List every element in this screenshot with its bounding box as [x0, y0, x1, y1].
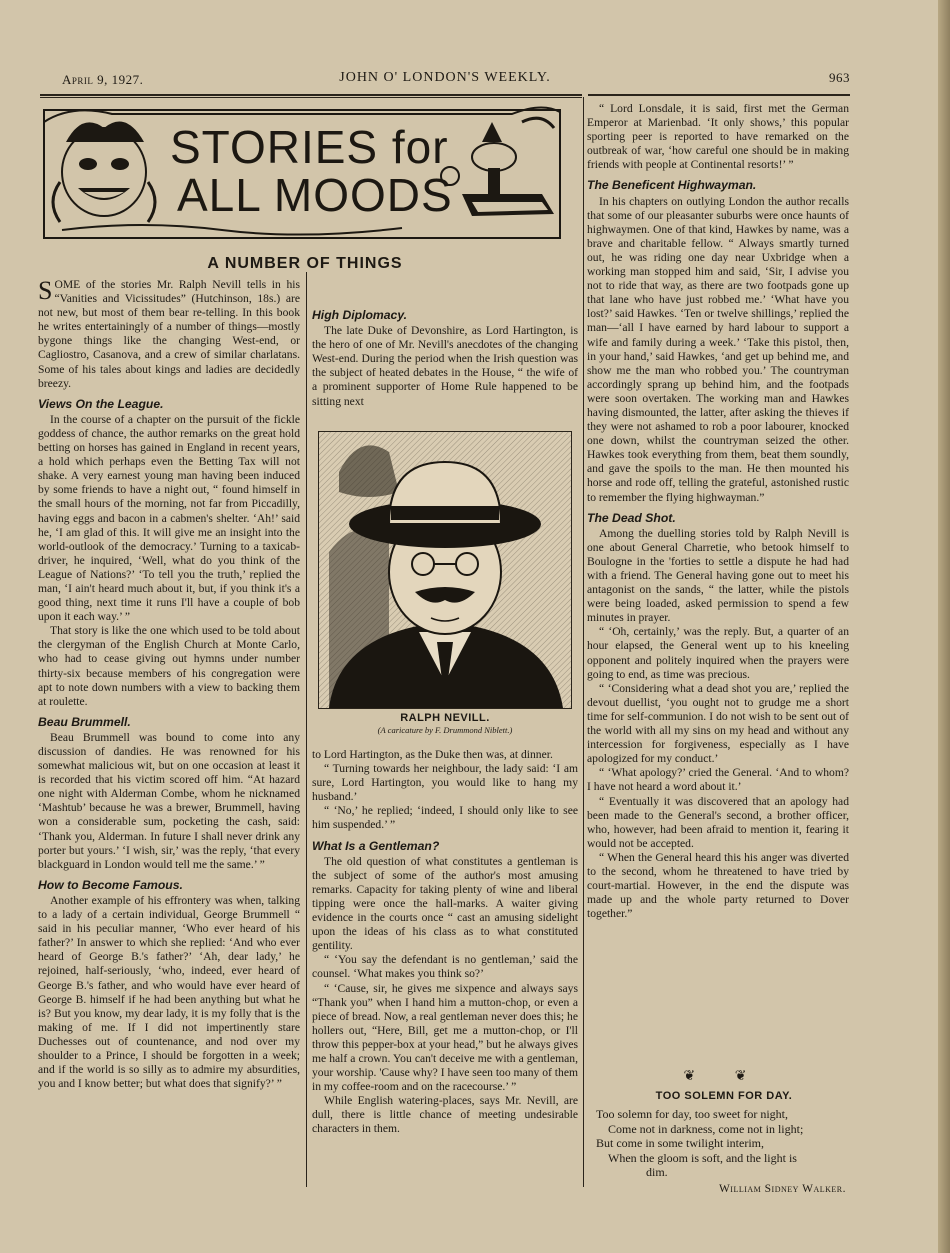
paragraph: In the course of a chapter on the pursuit of the fickle goddess of chance, the author remarks on the great hold betting on horses has gained in England in recent years, a hold which perhaps even the Betting Tax will not shake. A very earnest young man having been induced by some friends to have a night out, “ found himself in the small hours of the morning, not far from Piccadilly, having eggs and bacon in a cabmen's shelter. ‘Ah!’ said he, ‘I am glad of this. It will give me an insight into the world-outlook of the democracy.’ Turning to a taxicab-driver, he inquired, ‘Well, what do you think of the League of Nations?’ ‘To tell you the truth,’ replied the man, ‘I ain't heard much about it, but, if you think it's a good thing, next time it runs I'll have a couple of bob upon it each way.’ ”	[38, 412, 300, 624]
caricature-icon	[319, 432, 571, 708]
paragraph: While English watering-places, says Mr. Nevill, are dull, there is little chance of meeting undesirable characters in them.	[312, 1094, 578, 1136]
poem	[596, 1070, 852, 1196]
column-divider	[306, 272, 307, 1187]
header-rule	[40, 94, 582, 96]
subhead-brummell: Beau Brummell.	[38, 714, 131, 729]
poem-line: Come not in darkness, come not in light;	[608, 1121, 804, 1136]
jester-mask-icon	[53, 122, 155, 222]
subhead-famous: How to Become Famous.	[38, 877, 183, 892]
portrait-caption	[312, 712, 578, 735]
paragraph: That story is like the one which used to be told about the clergyman of the English Church at Monte Carlo, who had to cease giving out hymns under number thirty-six because members of his congregation were apt to note down numbers with a view to backing them at roulette.	[38, 624, 300, 708]
portrait-illustration	[318, 431, 572, 709]
poem-title: TOO SOLEMN FOR DAY.	[655, 1089, 793, 1102]
banner-title-line1: STORIES for	[170, 121, 449, 173]
intro-paragraph: SOME of the stories Mr. Ralph Nevill tells in his “Vanities and Vicissitudes” (Hutchinson, 18s.) are not new, but most of them bear re-telling. In this book he writes entertainingly of a number of things—mostly bygone things like the changing West-end, or Cagliostro, Casanova, and a crew of similar charlatans. Some of his tales about kings and ladies are decidedly breezy.	[38, 276, 300, 390]
issue-date: April 9, 1927.	[62, 72, 144, 87]
paragraph: “ Eventually it was discovered that an apology had been made to the General's second, a brother officer, who, however, had been afraid to mention it, fearing it would not be accepted.	[587, 794, 849, 850]
paragraph: “ ‘No,’ he replied; ‘indeed, I should only like to see him suspended.’ ”	[312, 804, 578, 832]
column-1	[38, 278, 300, 1091]
subhead-diplomacy: High Diplomacy.	[312, 308, 408, 322]
column-3	[587, 102, 849, 921]
header-rule-right	[588, 94, 850, 96]
article-title: A NUMBER OF THINGS	[207, 255, 403, 272]
paragraph: The old question of what constitutes a gentleman is the subject of some of the author's most amusing remarks. Capacity for taking plenty of wine and liberal tipping were once the hall-marks. A waiter giving evidence in the courts once “ cast an amusing sidelight upon the ideas of his class as to what constituted gentility.	[312, 854, 578, 953]
paragraph: “ ‘What apology?’ cried the General. ‘And to whom? I have not heard a word about it.’	[587, 766, 849, 794]
page-number: 963	[829, 70, 850, 85]
caption-name: RALPH NEVILL.	[400, 712, 490, 724]
poem-line: dim.	[646, 1165, 668, 1179]
paragraph: “ ‘Cause, sir, he gives me sixpence and always says “Thank you” when I hand him a mutton-chop, or even a piece of bread. Now, a real gentleman never does this; he hollers out, “Here, Bill, get me a mutton-chop, or I'll throw this pepper-box at your head,” but he always gives me half a crown. You can't deceive me with a gentleman, your worship. 'Cause why? I have seen too many of them in my coffee-room and on the racecourse.’ ”	[312, 981, 578, 1094]
paragraph: to Lord Hartington, as the Duke then was, at dinner.	[312, 748, 553, 761]
paragraph: “ Turning towards her neighbour, the lady said: ‘I am sure, Lord Hartington, you would like to hang my husband.’	[312, 762, 578, 804]
paragraph: The late Duke of Devonshire, as Lord Hartington, is the hero of one of Mr. Nevill's anecdotes of the changing West-end. During the period when the Irish question was the subject of heated debates in the House, “ the wife of a prominent supporter of Home Rule happened to be sitting next	[312, 324, 578, 408]
journal-title: JOHN O' LONDON'S WEEKLY.	[339, 70, 551, 85]
paragraph: Another example of his effrontery was when, talking to a lady of a certain individual, George Brummell “ said in his peculiar manner, ‘Who ever heard of his father?’ In answer to which she replied: ‘And who ever heard of George B.'s father?’ ‘Ah, dear lady,’ he rejoined, half-seriously, ‘who, indeed, ever heard of George B.'s father, and who would have ever heard of George B. himself if he had been anything but what he is? But you know, my dear lady, it is my folly that is the making of me. If I did not impertinently stare Duchesses out of countenance, and nod over my shoulder to a Prince, I should be forgotten in a week; and if the world is so silly as to admire my absurdities, you and I know better; but what does that signify?’ ”	[38, 893, 300, 1091]
column-2-bottom	[312, 748, 578, 1137]
still-life-icon	[441, 118, 554, 216]
paragraph: “ Lord Lonsdale, it is said, first met the German Emperor at Marienbad. ‘It only shows,’ this popular sporting peer is reported to have remarked on the outbreak of war, ‘how careful one should be in making friends with people at Continental resorts!’ ”	[587, 102, 849, 172]
poem-author: William Sidney Walker.	[718, 1182, 846, 1195]
poem-line: When the gloom is soft, and the light is	[608, 1150, 797, 1165]
column-divider	[583, 97, 584, 1187]
subhead-league: Views On the League.	[38, 396, 164, 411]
paragraph: In his chapters on outlying London the author recalls that some of our pleasanter suburbs were once haunts of highwaymen. One of that kind, Hawkes by name, was a brave and charitable fellow. “ Always smartly turned out, he was riding one day near Uxbridge when a working man stopped him and said, ‘Sir, I advise you not to ride that way, as there are two footpads gone up that lane who have just robbed me.’ ‘What have you lost?’ said Hawkes. ‘Ten or twelve shillings,’ replied the man—‘all I have earned by hard labour to support a wife and family during a week.’ ‘Take this pistol, then, in your hand,’ said Hawkes, ‘and get up behind me, and show me the man who robbed you.’ The countryman accordingly sprang up behind him, and the footpads were soon overtaken. The working man and Hawkes having dismounted, the latter, after asking the thieves if they were not ashamed to rob a poor labourer, knocked one down, whilst the countryman seized the other. Hawkes took everything from them, beat them soundly, and gave the spoils to the man. He then mounted his horse and rode off, telling the grateful, astonished rustic to remember the flying highwayman.”	[587, 194, 849, 504]
paragraph: “ ‘Considering what a dead shot you are,’ replied the devout duellist, ‘you ought not to grudge me a short time for self-communion. I do not wish to be sent out of the world with all my sins on my head and without any intercession for forgiveness, especially as I have apologized for my conduct.’	[587, 681, 849, 766]
caption-credit: (A caricature by F. Drummond Niblett.)	[377, 725, 513, 735]
page-edge	[938, 0, 950, 1253]
poem-line: Too solemn for day, too sweet for night,	[596, 1107, 789, 1121]
drop-cap: S	[38, 276, 53, 305]
paragraph: “ When the General heard this his anger was diverted to the second, whom he threatened to have tried by court-martial. However, in the end the dispute was made up and the whole party returned to Dover together.”	[587, 850, 849, 921]
stories-banner	[42, 102, 562, 242]
paragraph: Beau Brummell was bound to come into any discussion of dandies. He was renowned for his somewhat malicious wit, but on one occasion at least it is recorded that his victim scored off him. “At hazard one night with Alderman Combe, whom he nicknamed ‘Mashtub’ because he was a brewer, Brummell, having won a considerable sum, pocketing the cash, said: ‘Thank you, Alderman. In future I shall never drink any porter but yours.’ ‘I wish, sir,’ was the reply, ‘that every blackguard in London would tell me the same.’ ”	[38, 730, 300, 871]
column-2-top	[312, 272, 578, 409]
subhead-highwayman: The Beneficent Highwayman.	[587, 178, 757, 193]
poem-line: But come in some twilight interim,	[596, 1136, 764, 1150]
running-header	[40, 70, 850, 92]
fleuron-icon: ❦ ❦	[683, 1069, 765, 1084]
paragraph: “ ‘You say the defendant is no gentleman,’ said the counsel. ‘What makes you think so?’	[312, 953, 578, 981]
paragraph: “ ‘Oh, certainly,’ was the reply. But, a quarter of an hour elapsed, the General went up to his kneeling opponent and politely inquired when the prayers were going to end, as time was precious.	[587, 625, 849, 681]
paragraph: Among the duelling stories told by Ralph Nevill is one about General Charretie, who betook himself to Boulogne in the 'forties to settle a dispute he had had with a friend. The General having gone out to meet his antagonist on the sands, “ the latter, while the pistols were being loaded, asked permission to spend a few minutes in prayer.	[587, 526, 849, 625]
subhead-gentleman: What Is a Gentleman?	[312, 838, 440, 853]
banner-title-line2: ALL MOODS	[177, 169, 453, 221]
subhead-dead-shot: The Dead Shot.	[587, 510, 676, 525]
header-rule-thin	[40, 97, 582, 98]
